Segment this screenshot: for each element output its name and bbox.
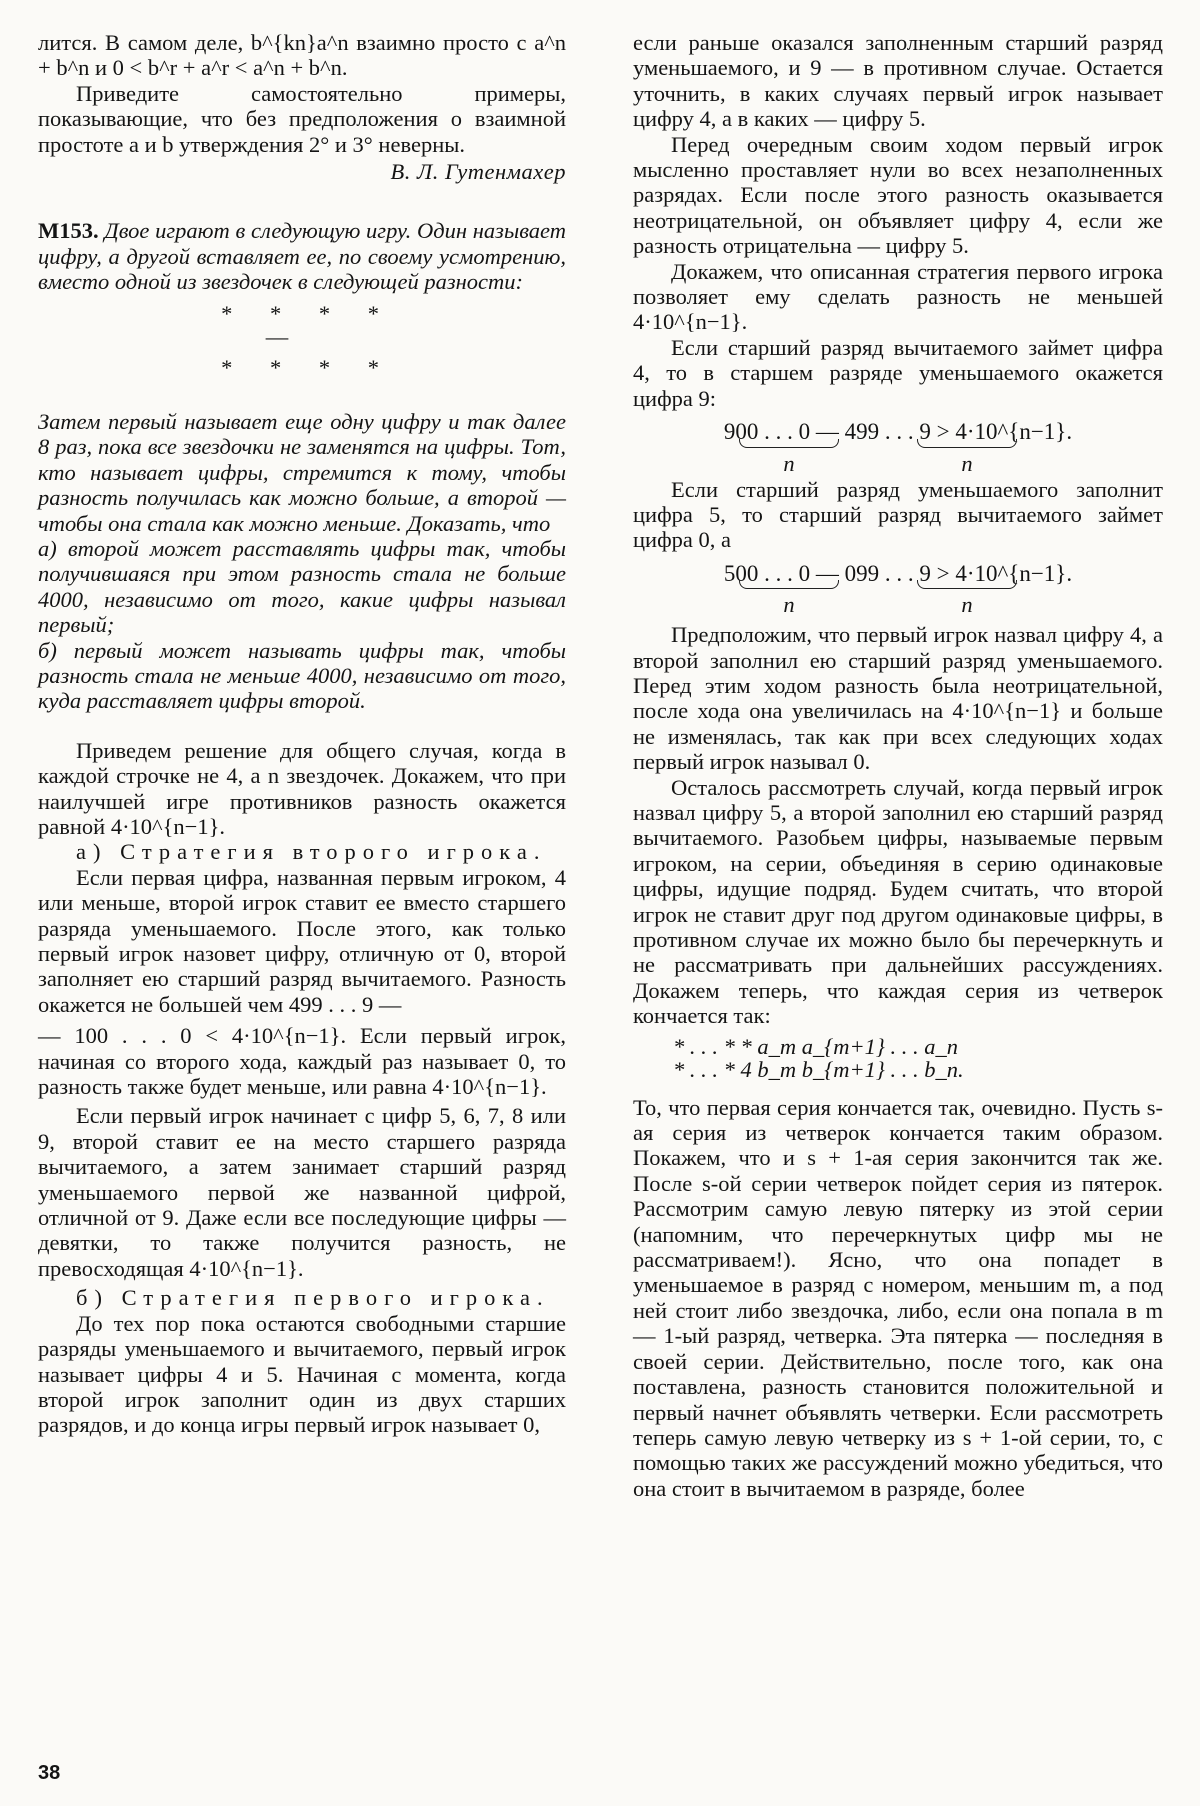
paragraph: Если старший разряд вычитаемого займет цифра 4, то в старшем разряде уменьшаемого окажется цифра 9: bbox=[633, 334, 1163, 411]
brace-label: n bbox=[917, 580, 1017, 608]
solution-paragraph: До тех пор пока остаются свободными старшие разряды уменьшаемого и вычитаемого, первый игрок называет цифры 4 и 5. Начиная с момента, когда второй игрок заполнит один из двух старших разрядов, и до конца игры первый игрок называет 0, bbox=[38, 1310, 566, 1438]
left-column bbox=[38, 30, 566, 1438]
formula-500: 500 . . . 0 — 099 . . . 9 > 4·10^{n−1}. bbox=[723, 560, 1073, 586]
section-heading: б) Стратегия первого игрока. bbox=[76, 1285, 550, 1311]
brace-label: n bbox=[739, 439, 839, 467]
paragraph: Докажем, что описанная стратегия первого игрока позволяет ему сделать разность не меньшей 4·10^{n−1}. bbox=[633, 258, 1163, 335]
series-formula bbox=[633, 1035, 1163, 1081]
solution-paragraph: Если первый игрок начинает с цифр 5, 6, 7, 8 или 9, второй ставит ее на место старшего разряда вычитаемого, а затем занимает старший разряд уменьшаемого первой же названной цифрой, отличной от 9. Даже если все последующие цифры — девятки, то также получится разность, не превосходящая 4·10^{n−1}. bbox=[38, 1103, 566, 1281]
paragraph: Если старший разряд уменьшаемого заполнит цифра 5, то старший разряд вычитаемого займет цифра 0, а bbox=[633, 476, 1163, 553]
brace-label: n bbox=[739, 580, 839, 608]
problem-part-b: б) первый может называть цифры так, чтобы разность стала не меньше 4000, независимо от того, куда расставляет цифры второй. bbox=[38, 637, 566, 714]
paragraph: Предположим, что первый игрок назвал цифру 4, а второй заполнил ею старший разряд уменьшаемого. Перед этим ходом разность была неотрицательной, после хода она увеличилась на 4·10^{n−1} и больше не изменялась, так как при всех следующих ходах первый игрок называл 0. bbox=[633, 622, 1163, 775]
problem-rest: Затем первый называет еще одну цифру и так далее 8 раз, пока все звездочки не заменятся на цифры. Тот, кто называет цифры, стремится к тому, чтобы разность получилась как можно больше, а второй — чтобы она стала как можно меньше. Доказать, что bbox=[38, 408, 566, 536]
series-line: * . . . * 4 b_m b_{m+1} . . . b_n. bbox=[673, 1056, 964, 1082]
paragraph: Осталось рассмотреть случай, когда первый игрок назвал цифру 5, а второй заполнил ею старший разряд вычитаемого. Разобьем цифры, называемые первым игроком, на серии, объединяя в серию одинаковые цифры, идущие подряд. Будем считать, что второй игрок не ставит друг под другом одинаковые цифры, в противном случае их можно было бы перечеркнуть и не рассматривать при дальнейших рассуждениях. Докажем теперь, что каждая серия из четверок кончается так: bbox=[633, 774, 1163, 1029]
solution-paragraph: Приведем решение для общего случая, когда в каждой строчке не 4, а n звездочек. Докажем, что при наилучшей игре противников разность окажется равной 4·10^{n−1}. bbox=[38, 737, 566, 839]
minus-sign: — bbox=[265, 324, 289, 350]
brace-label: n bbox=[917, 439, 1017, 467]
solution-paragraph: Если первая цифра, названная первым игроком, 4 или меньше, второй игрок ставит ее вместо старшего разряда уменьшаемого. После этого, как только первый игрок назовет цифру, отличную от 0, второй заполняет ею старший разряд вычитаемого. Разность окажется не большей чем 499 . . . 9 — bbox=[38, 864, 566, 1017]
stars-top: * * * * bbox=[221, 300, 395, 326]
page-number: 38 bbox=[38, 1762, 61, 1784]
problem-number: М153. bbox=[38, 218, 99, 244]
paragraph: лится. В самом деле, b^{kn}a^n взаимно просто с a^n + b^n и 0 < b^r + a^r < a^n + b^n. bbox=[38, 30, 566, 81]
formula-900: 900 . . . 0 — 499 . . . 9 > 4·10^{n−1}. bbox=[723, 419, 1073, 445]
paragraph: То, что первая серия кончается так, очевидно. Пусть s-ая серия из четверок кончается таким образом. Покажем, что и s + 1-ая серия закончится так же. После s-ой серии четверок пойдет серия из пятерок. Рассмотрим самую левую пятерку из этой серии (напомним, что перечеркнутых цифр мы не рассматриваем!). Ясно, что она попадет в уменьшаемое в разряд с номером, меньшим m, а под ней стоит либо звездочка, либо, если она попала в m — 1-ый разряд, четверка. Эта пятерка — последняя в своей серии. Действительно, после того, как она поставлена, разность становится положительной и первый начнет объявлять четверки. Если рассмотреть теперь самую левую четверку из s + 1-ой серии, то, с помощью таких же рассуждений можно убедиться, что она стоит в вычитаемом в разряде, более bbox=[633, 1094, 1163, 1501]
series-line: * . . . * * a_m a_{m+1} . . . a_n bbox=[673, 1033, 959, 1059]
section-heading: а) Стратегия второго игрока. bbox=[76, 839, 547, 865]
solution-paragraph: — 100 . . . 0 < 4·10^{n−1}. Если первый игрок, начиная со второго хода, каждый раз называет 0, то разность также будет меньше, или равна 4·10^{n−1}. bbox=[38, 1023, 566, 1100]
author-signature: В. Л. Гутенмахер bbox=[390, 159, 566, 185]
problem-part-a: а) второй может расставлять цифры так, чтобы получившаяся при этом разность стала не больше 4000, независимо от того, какие цифры называл первый; bbox=[38, 535, 566, 638]
problem-intro: Двое играют в следующую игру. Один называет цифру, а другой вставляет ее, по своему усмотрению, вместо одной из звездочек в следующей разности: bbox=[38, 218, 566, 295]
stars-bottom: * * * * bbox=[221, 355, 395, 381]
paragraph: Приведите самостоятельно примеры, показывающие, что без предположения о взаимной простоте a и b утверждения 2° и 3° неверны. bbox=[38, 80, 566, 157]
paragraph: если раньше оказался заполненным старший разряд уменьшаемого, и 9 — в противном случае. Остается уточнить, в каких случаях первый игрок называет цифру 4, а в каких — цифру 5. bbox=[633, 30, 1163, 132]
problem-statement bbox=[38, 218, 566, 294]
paragraph: Перед очередным своим ходом первый игрок мысленно проставляет нули во всех незаполненных разрядах. Если после этого разность оказывается неотрицательной, он объявляет цифру 4, если же разность отрицательна — цифру 5. bbox=[633, 131, 1163, 259]
right-column bbox=[633, 30, 1163, 1501]
